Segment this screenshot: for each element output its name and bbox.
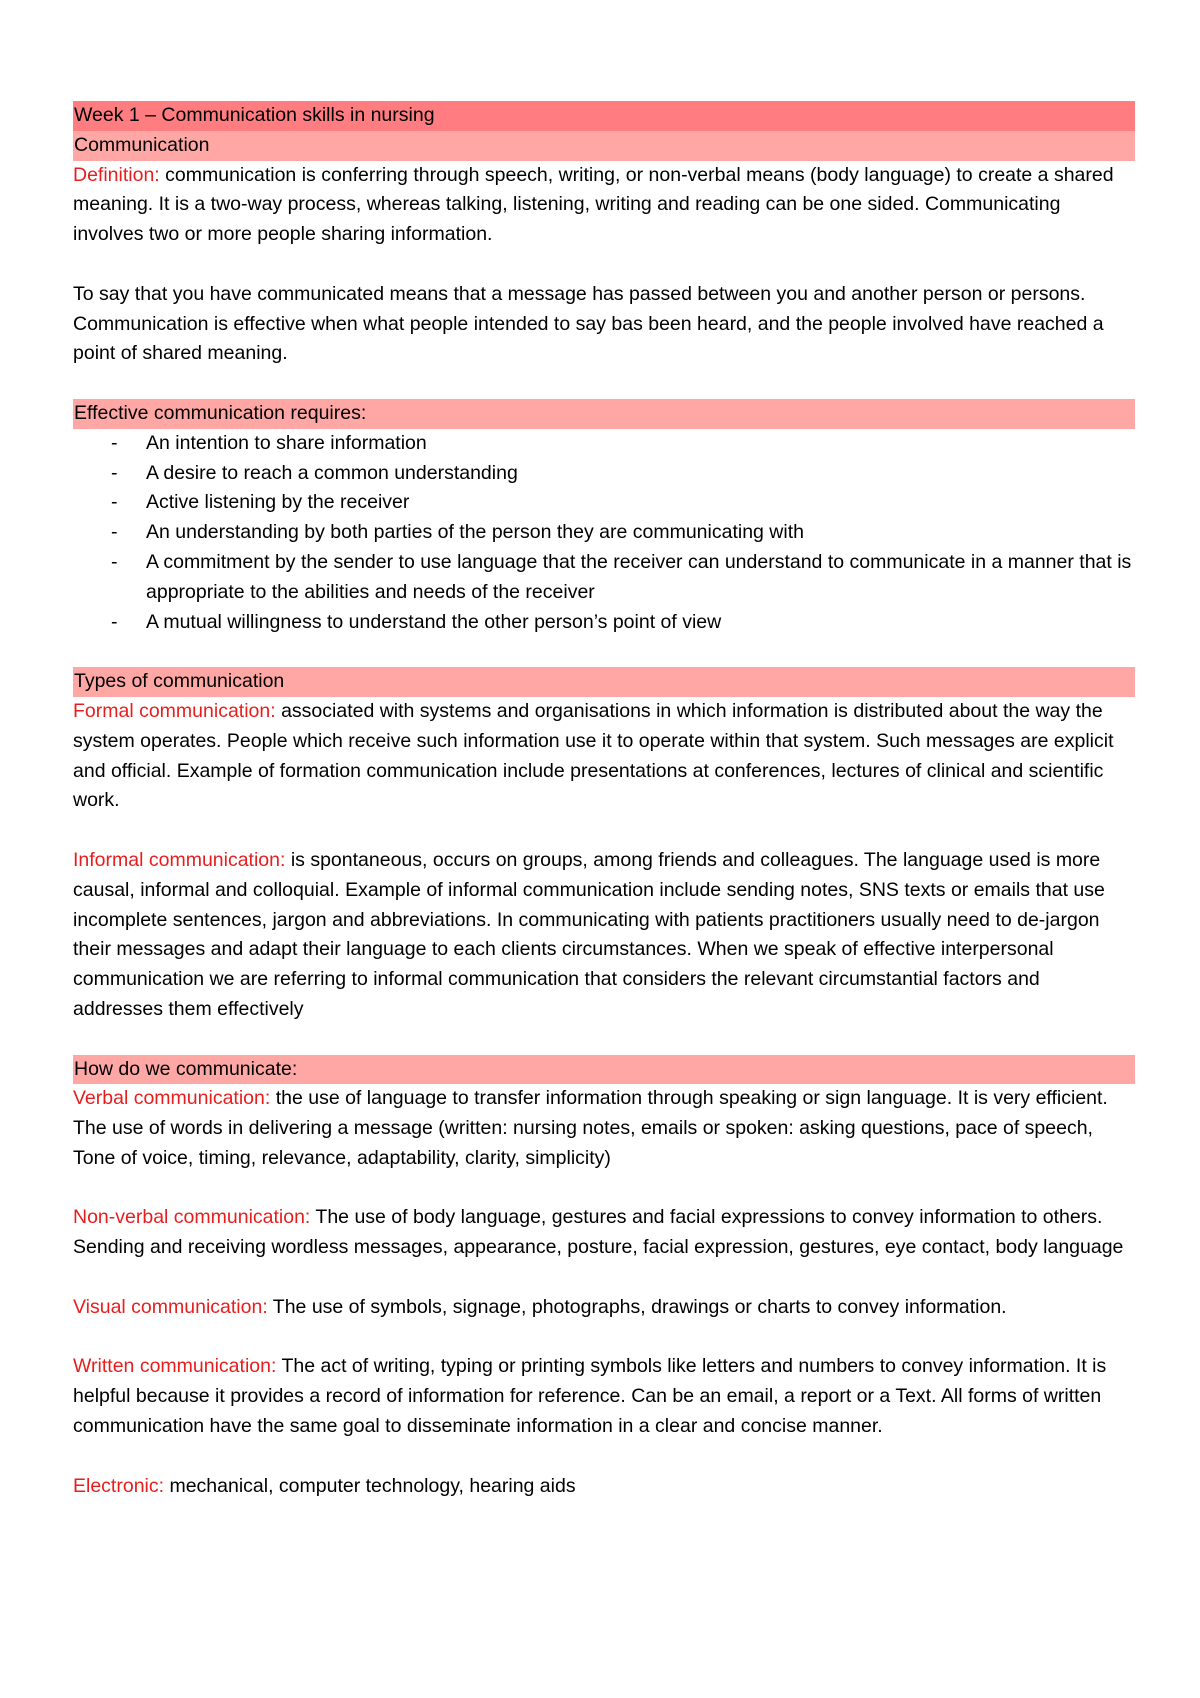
document-page [73, 101, 1135, 1501]
visual-paragraph [73, 1293, 1135, 1323]
formal-term: Formal communication: [73, 699, 276, 722]
list-item [73, 459, 1135, 489]
electronic-term: Electronic: [73, 1474, 165, 1497]
list-item-text: Active listening by the receiver [146, 491, 410, 514]
nonverbal-text: The use of body language, gestures and facial expressions to convey information to others. Sending and receiving wordless messages, appearance, posture, facial expression, gestures, eye contact, body language [73, 1206, 1124, 1259]
section-heading-how: How do we communicate: [73, 1055, 1135, 1085]
verbal-term: Verbal communication: [73, 1087, 271, 1110]
spacer [73, 369, 1135, 399]
electronic-paragraph [73, 1472, 1135, 1502]
definition-term: Definition: [73, 163, 160, 186]
informal-paragraph [73, 846, 1135, 1025]
list-item [73, 488, 1135, 518]
section-heading-effective: Effective communication requires: [73, 399, 1135, 429]
communicated-paragraph: To say that you have communicated means that a message has passed between you and another person or persons. Communication is effective when what people intended to say bas been heard, and the people involved have reached a point of shared meaning. [73, 282, 1104, 365]
dash-bullet: - [111, 610, 118, 633]
formal-paragraph [73, 697, 1135, 816]
list-item-text: An intention to share information [146, 431, 427, 454]
definition-text: communication is conferring through speech, writing, or non-verbal means (body language) to create a shared meaning. It is a two-way process, whereas talking, listening, writing and reading can be one sided. Communicating involves two or more people sharing information. [73, 163, 1114, 246]
document-title: Week 1 – Communication skills in nursing [73, 101, 1135, 131]
written-paragraph [73, 1352, 1135, 1441]
dash-bullet: - [111, 431, 118, 454]
definition-paragraph [73, 161, 1135, 250]
list-item [73, 518, 1135, 548]
visual-term: Visual communication: [73, 1295, 268, 1318]
spacer [73, 1025, 1135, 1055]
written-term: Written communication: [73, 1355, 277, 1378]
requirements-list [73, 429, 1135, 638]
verbal-text: the use of language to transfer information through speaking or sign language. It is very efficient. The use of words in delivering a message (written: nursing notes, emails or spoken: asking questions, pace of speech, Tone of voice, timing, relevance, adaptability, clarity, simplicity) [73, 1087, 1108, 1169]
list-item-text: A mutual willingness to understand the other person’s point of view [146, 610, 722, 633]
list-item-text: A desire to reach a common understanding [146, 461, 518, 484]
list-item-text: An understanding by both parties of the person they are communicating with [146, 521, 804, 544]
spacer [73, 250, 1135, 280]
informal-term: Informal communication: [73, 848, 286, 871]
spacer [73, 1174, 1135, 1204]
verbal-paragraph [73, 1084, 1135, 1173]
dash-bullet: - [111, 461, 118, 484]
nonverbal-paragraph [73, 1203, 1135, 1263]
dash-bullet: - [111, 521, 118, 544]
section-heading-types: Types of communication [73, 667, 1135, 697]
formal-text: associated with systems and organisations in which information is distributed about the way the system operates. People which receive such information use it to operate within that system. Such messages are explicit and official. Example of formation communication include presentations at conferences, lectures of clinical and scientific work. [73, 699, 1114, 812]
list-item-text: A commitment by the sender to use language that the receiver can understand to communicate in a manner that is appropriate to the abilities and needs of the receiver [146, 550, 1132, 603]
list-item [73, 429, 1135, 459]
spacer [73, 1442, 1135, 1472]
nonverbal-term: Non-verbal communication: [73, 1206, 311, 1229]
visual-text: The use of symbols, signage, photographs, drawings or charts to convey information. [267, 1295, 1007, 1318]
spacer [73, 816, 1135, 846]
spacer [73, 637, 1135, 667]
written-text: The act of writing, typing or printing symbols like letters and numbers to convey information. It is helpful because it provides a record of information for reference. Can be an email, a report or a Text. All forms of written communication have the same goal to disseminate information in a clear and concise manner. [73, 1355, 1107, 1438]
section-heading-communication: Communication [73, 131, 1135, 161]
dash-bullet: - [111, 491, 118, 514]
electronic-text: mechanical, computer technology, hearing aids [164, 1474, 576, 1497]
list-item [73, 608, 1135, 638]
informal-text: is spontaneous, occurs on groups, among friends and colleagues. The language used is more causal, informal and colloquial. Example of informal communication include sending notes, SNS texts or emails that use incomplete sentences, jargon and abbreviations. In communicating with patients practitioners usually need to de-jargon their messages and adapt their language to each clients circumstances. When we speak of effective interpersonal communication we are referring to informal communication that considers the relevant circumstantial factors and addresses them effectively [73, 848, 1105, 1020]
spacer [73, 1263, 1135, 1293]
list-item [73, 548, 1135, 608]
spacer [73, 1323, 1135, 1353]
dash-bullet: - [111, 550, 118, 573]
